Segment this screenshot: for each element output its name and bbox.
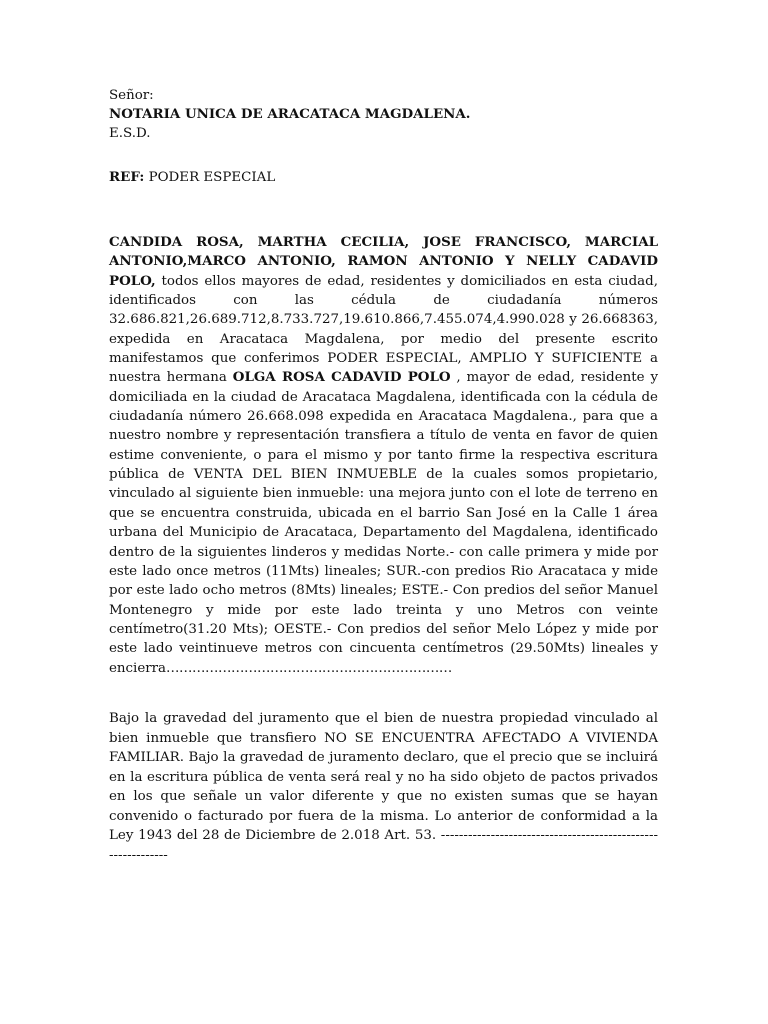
body-paragraph-1-text-a: todos ellos mayores de edad, residentes y domiciliados en esta ciudad, identificados con las cédula de ciudadanía números 32.686.821,26.689.712,8.733.727,19.610.866,7.455.074,4.990.028 y 26.668363, expedida en Aracataca Magdalena, por medio del presente escrito manifestamos que conferimos PODER ESPECIAL, AMPLIO Y SUFICIENTE a nuestra hermana	[109, 273, 658, 386]
salutation: Señor:	[109, 88, 154, 103]
reference-label: REF:	[109, 169, 145, 185]
body-paragraph-1-dots: …………………………………………………………	[166, 660, 452, 676]
agent-name: OLGA ROSA CADAVID POLO	[232, 369, 451, 386]
reference-text: PODER ESPECIAL	[144, 170, 276, 185]
recipient-block	[109, 86, 658, 143]
reference-line	[109, 168, 658, 187]
body-paragraph-1-text-b: , mayor de edad, residente y domiciliada en la ciudad de Aracataca Magdalena, identificada con la cédula de ciudadanía número 26.668.098 expedida en Aracataca Magdalena., para que a nuestro nombre y representación transfiera a título de venta en favor de quien estime conveniente, o para el mismo y por tanto firme la respectiva escritura pública de VENTA DEL BIEN INMUEBLE de la cuales somos propietario, vinculado al siguiente bien inmueble: una mejora junto con el lote de terreno en que se encuentra construida, ubicada en el barrio San José en la Calle 1 área urbana del Municipio de Aracataca, Departamento del Magdalena, identificado dentro de la siguientes linderos y medidas Norte.- con calle primera y mide por este lado once metros (11Mts) lineales; SUR.-con predios Rio Aracataca y mide por este lado ocho metros (8Mts) lineales; ESTE.- Con predios del señor Manuel Montenegro y mide por este lado treinta y uno Metros con veinte centímetro(31.20 Mts); OESTE.- Con predios del señor Melo López y mide por este lado veintinueve metros con cincuenta centímetros (29.50Mts) lineales y encierra	[109, 370, 659, 676]
grantor-names: CANDIDA ROSA, MARTHA CECILIA, JOSE FRANCISCO, MARCIAL ANTONIO,MARCO ANTONIO, RAMON ANTONIO Y NELLY CADAVID POLO,	[109, 234, 658, 289]
esd-line: E.S.D.	[109, 126, 151, 141]
body-paragraph-2: Bajo la gravedad del juramento que el bien de nuestra propiedad vinculado al bien inmueble que transfiero NO SE ENCUENTRA AFECTADO A VIVIENDA FAMILIAR. Bajo la gravedad de juramento declaro, que el precio que se incluirá en la escritura pública de venta será real y no ha sido objeto de pactos privados en los que señale un valor diferente y que no existen sumas que se hayan convenido o facturado por fuera de la misma. Lo anterior de conformidad a la Ley 1943 del 28 de Diciembre de 2.018 Art. 53. -------------------------------------------------------------	[109, 711, 658, 863]
recipient-name: NOTARIA UNICA DE ARACATACA MAGDALENA.	[109, 106, 471, 122]
body-paragraph-1	[109, 233, 658, 678]
